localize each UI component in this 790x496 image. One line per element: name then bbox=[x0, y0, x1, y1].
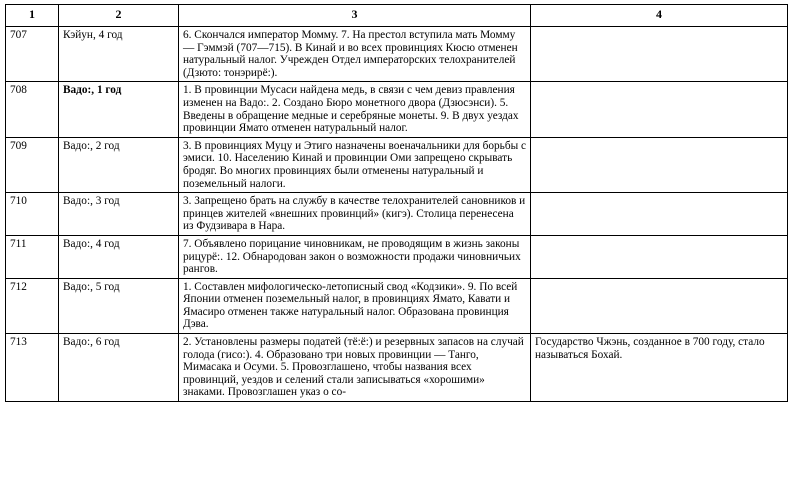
cell-notes bbox=[531, 235, 788, 278]
cell-notes bbox=[531, 278, 788, 333]
table-row bbox=[6, 27, 788, 82]
cell-notes bbox=[531, 193, 788, 236]
cell-year: 710 bbox=[6, 193, 59, 236]
cell-era: Вадо:, 2 год bbox=[59, 137, 179, 192]
table-header bbox=[6, 5, 788, 27]
cell-events: 3. В провинциях Муцу и Этиго назначены военачальники для борьбы с эмиси. 10. Населению Кинай и провинции Оми запрещено скрывать бродяг. Во многих провинциях были отменены натуральный и поземельный налоги. bbox=[179, 137, 531, 192]
cell-year: 708 bbox=[6, 82, 59, 137]
table-row bbox=[6, 235, 788, 278]
table-row bbox=[6, 278, 788, 333]
cell-events: 1. Составлен мифологическо-летописный свод «Кодзики». 9. По всей Японии отменен поземельный налог, в провинциях Ямато, Кавати и Ямасиро отменен также натуральный налог. Образована провинция Дэва. bbox=[179, 278, 531, 333]
column-header-4: 4 bbox=[531, 5, 788, 27]
cell-notes bbox=[531, 27, 788, 82]
table-row bbox=[6, 193, 788, 236]
cell-era: Вадо:, 4 год bbox=[59, 235, 179, 278]
cell-era: Вадо:, 3 год bbox=[59, 193, 179, 236]
table-row bbox=[6, 82, 788, 137]
cell-events: 1. В провинции Мусаси найдена медь, в связи с чем девиз правления изменен на Вадо:. 2. Создано Бюро монетного двора (Дзюсэнси). 5. Введены в обращение медные и серебряные монеты. 9. В двух уездах провинции Ямато отменен натуральный налог. bbox=[179, 82, 531, 137]
chronology-table bbox=[5, 4, 788, 402]
cell-events: 2. Установлены размеры податей (тё:ё:) и резервных запасов на случай голода (гисо:). 4. Образовано три новых провинции — Танго, Мимасака и Осуми. 5. Провозглашено, чтобы названия всех провинций, уездов и селений стали записываться «хорошими» знаками. Провозглашен указ о со- bbox=[179, 334, 531, 402]
cell-events: 6. Скончался император Момму. 7. На престол вступила мать Момму — Гэммэй (707—715). В Кинай и во всех провинциях Кюсю отменен натуральный налог. Учрежден Отдел императорских телохранителей (Дзюто: тонэрирё:). bbox=[179, 27, 531, 82]
cell-events: 3. Запрещено брать на службу в качестве телохранителей сановников и принцев жителей «внешних провинций» (кигэ). Столица перенесена из Фудзивара в Нара. bbox=[179, 193, 531, 236]
table-header-row bbox=[6, 5, 788, 27]
cell-notes bbox=[531, 137, 788, 192]
cell-era: Кэйун, 4 год bbox=[59, 27, 179, 82]
cell-events: 7. Объявлено порицание чиновникам, не проводящим в жизнь законы рицурё:. 12. Обнародован закон о возможности продажи чиновничьих рангов. bbox=[179, 235, 531, 278]
column-header-3: 3 bbox=[179, 5, 531, 27]
column-header-2: 2 bbox=[59, 5, 179, 27]
cell-era: Вадо:, 1 год bbox=[59, 82, 179, 137]
cell-year: 712 bbox=[6, 278, 59, 333]
table-row bbox=[6, 137, 788, 192]
cell-year: 711 bbox=[6, 235, 59, 278]
document-page bbox=[0, 4, 790, 496]
table-row bbox=[6, 334, 788, 402]
cell-year: 707 bbox=[6, 27, 59, 82]
cell-year: 713 bbox=[6, 334, 59, 402]
cell-notes bbox=[531, 82, 788, 137]
cell-year: 709 bbox=[6, 137, 59, 192]
column-header-1: 1 bbox=[6, 5, 59, 27]
cell-era: Вадо:, 6 год bbox=[59, 334, 179, 402]
cell-era: Вадо:, 5 год bbox=[59, 278, 179, 333]
table-body bbox=[6, 27, 788, 402]
cell-notes: Государство Чжэнь, созданное в 700 году, стало называться Бохай. bbox=[531, 334, 788, 402]
